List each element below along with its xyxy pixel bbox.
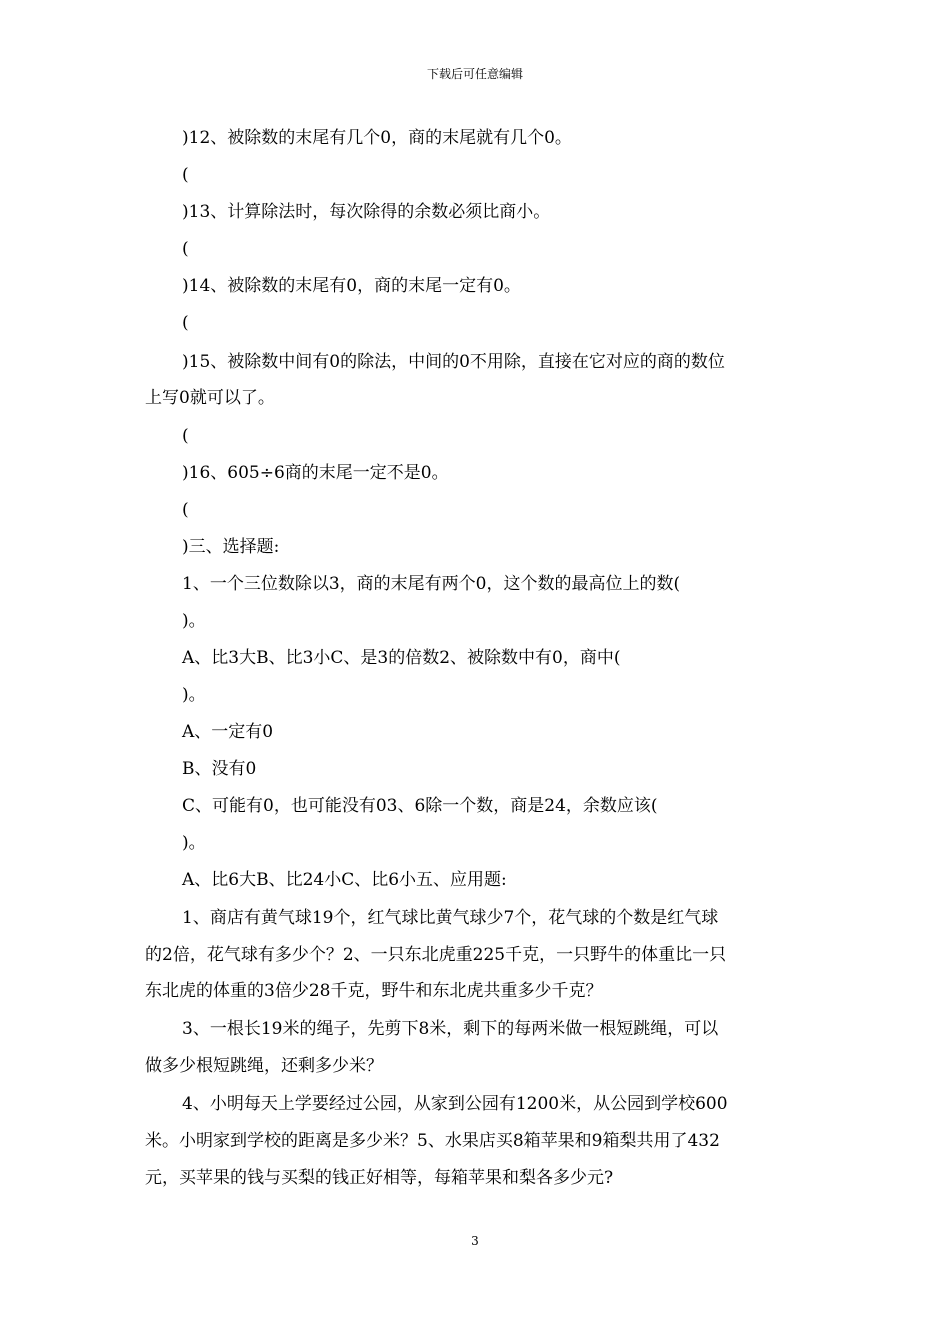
text-line: 的2倍，花气球有多少个？2、一只东北虎重225千克，一只野牛的体重比一只: [145, 945, 727, 965]
text-line: )12、被除数的末尾有几个0，商的末尾就有几个0。: [182, 128, 572, 148]
text-line: )14、被除数的末尾有0，商的末尾一定有0。: [182, 276, 521, 296]
text-line: )16、605÷6商的末尾一定不是0。: [182, 463, 449, 483]
page-number: 3: [471, 1234, 479, 1248]
text-line: 东北虎的体重的3倍少28千克，野牛和东北虎共重多少千克？: [145, 981, 603, 1001]
text-line: )15、被除数中间有0的除法，中间的0不用除，直接在它对应的商的数位: [182, 352, 725, 372]
text-line: (: [182, 165, 189, 185]
text-line: 上写0就可以了。: [145, 388, 275, 408]
text-line: B、没有0: [182, 759, 257, 779]
text-line: 元，买苹果的钱与买梨的钱正好相等，每箱苹果和梨各多少元?: [145, 1168, 614, 1188]
text-line: C、可能有0，也可能没有03、6除一个数，商是24，余数应该(: [182, 796, 658, 816]
text-line: A、一定有0: [182, 722, 274, 742]
text-line: (: [182, 239, 189, 259]
text-line: 1、商店有黄气球19个，红气球比黄气球少7个，花气球的个数是红气球: [182, 908, 719, 928]
text-line: 米。小明家到学校的距离是多少米？5、水果店买8箱苹果和9箱梨共用了432: [145, 1131, 720, 1151]
text-line: (: [182, 426, 189, 446]
text-line: 做多少根短跳绳，还剩多少米？: [145, 1056, 383, 1076]
text-line: )。: [182, 833, 206, 853]
text-line: )。: [182, 685, 206, 705]
page-header: 下载后可任意编辑: [426, 67, 523, 81]
text-line: )13、计算除法时，每次除得的余数必须比商小。: [182, 202, 551, 222]
text-line: (: [182, 500, 189, 520]
text-line: A、比3大B、比3小C、是3的倍数2、被除数中有0，商中(: [182, 648, 621, 668]
text-line: A、比6大B、比24小C、比6小五、应用题:: [182, 870, 507, 890]
text-line: 1、一个三位数除以3，商的末尾有两个0，这个数的最高位上的数(: [182, 574, 681, 594]
text-line: )。: [182, 611, 206, 631]
text-line: )三、选择题:: [182, 537, 280, 557]
text-line: (: [182, 313, 189, 333]
text-line: 4、小明每天上学要经过公园，从家到公园有1200米，从公园到学校600: [182, 1094, 728, 1114]
text-line: 3、一根长19米的绳子，先剪下8米，剩下的每两米做一根短跳绳，可以: [182, 1019, 719, 1039]
